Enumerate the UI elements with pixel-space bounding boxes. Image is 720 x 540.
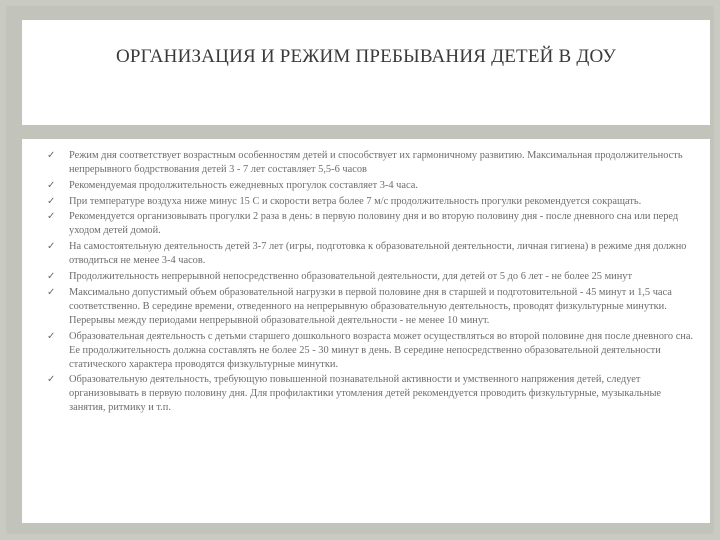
bullet-item [22, 373, 710, 415]
bullet-item [22, 270, 710, 284]
bullet-text: На самостоятельную деятельность детей 3-7 лет (игры, подготовка к образовательной деятельности, личная гигиена) в режиме дня должно отводиться не менее 3-4 часов. [69, 241, 687, 267]
bullet-item [22, 210, 710, 238]
bullet-item [22, 240, 710, 268]
bullet-item [22, 330, 710, 372]
bullet-list [22, 149, 710, 417]
check-icon: ✓ [47, 374, 56, 386]
bullet-text: Рекомендуется организовывать прогулки 2 раза в день: в первую половину дня и во вторую половину дня - после дневного сна или перед уходом детей домой. [69, 211, 679, 237]
check-icon: ✓ [47, 150, 56, 161]
check-icon: ✓ [47, 241, 56, 253]
bullet-item [22, 179, 710, 193]
check-icon: ✓ [47, 286, 56, 298]
slide-title: ОРГАНИЗАЦИЯ И РЕЖИМ ПРЕБЫВАНИЯ ДЕТЕЙ В ДОУ [115, 46, 617, 67]
check-icon: ✓ [47, 195, 56, 207]
check-icon: ✓ [47, 270, 56, 282]
slide [6, 6, 714, 534]
check-icon: ✓ [47, 330, 56, 342]
bullet-text: Режим дня соответствует возрастным особенностям детей и способствует их гармоничному развитию. Максимальная продолжительность непрерывного бодрствования детей 3 - 7 лет составляет 5,5-6 часов [69, 150, 683, 175]
bullet-text: Максимально допустимый объем образовательной нагрузки в первой половине дня в старшей и подготовительной - 45 минут и 1,5 часа соответственно. В середине времени, отведенного на непрерывную образовательную деятельность, проводят физкультурные минутки. Перерывы между периодами непрерывной образовательной деятельности - не менее 10 минут. [69, 286, 672, 326]
bullet-text: Рекомендуемая продолжительность ежедневных прогулок составляет 3-4 часа. [69, 179, 418, 191]
bullet-item [22, 195, 710, 209]
title-panel [22, 20, 710, 125]
bullet-text: Продолжительность непрерывной непосредственно образовательной деятельности, для детей от 5 до 6 лет - не более 25 минут [69, 270, 633, 282]
bullet-text: Образовательная деятельность с детьми старшего дошкольного возраста может осуществляться во второй половине дня после дневного сна. Ее продолжительность должна составлять не более 25 - 30 минут в день. В середине непосредственно образовательной деятельности статического характера проводятся физкультурные минутки. [69, 330, 694, 370]
bullet-text: Образовательную деятельность, требующую повышенной познавательной активности и умственного напряжения детей, следует организовывать в первую половину дня. Для профилактики утомления детей рекомендуется проводить физкультурные, музыкальные занятия, ритмику и т.п. [69, 374, 662, 414]
check-icon: ✓ [47, 211, 56, 223]
content-panel [22, 139, 710, 523]
bullet-item [22, 286, 710, 328]
bullet-item [22, 149, 710, 177]
bullet-text: При температуре воздуха ниже минус 15 С и скорости ветра более 7 м/с продолжительность прогулки рекомендуется сокращать. [69, 195, 642, 207]
check-icon: ✓ [47, 179, 56, 191]
